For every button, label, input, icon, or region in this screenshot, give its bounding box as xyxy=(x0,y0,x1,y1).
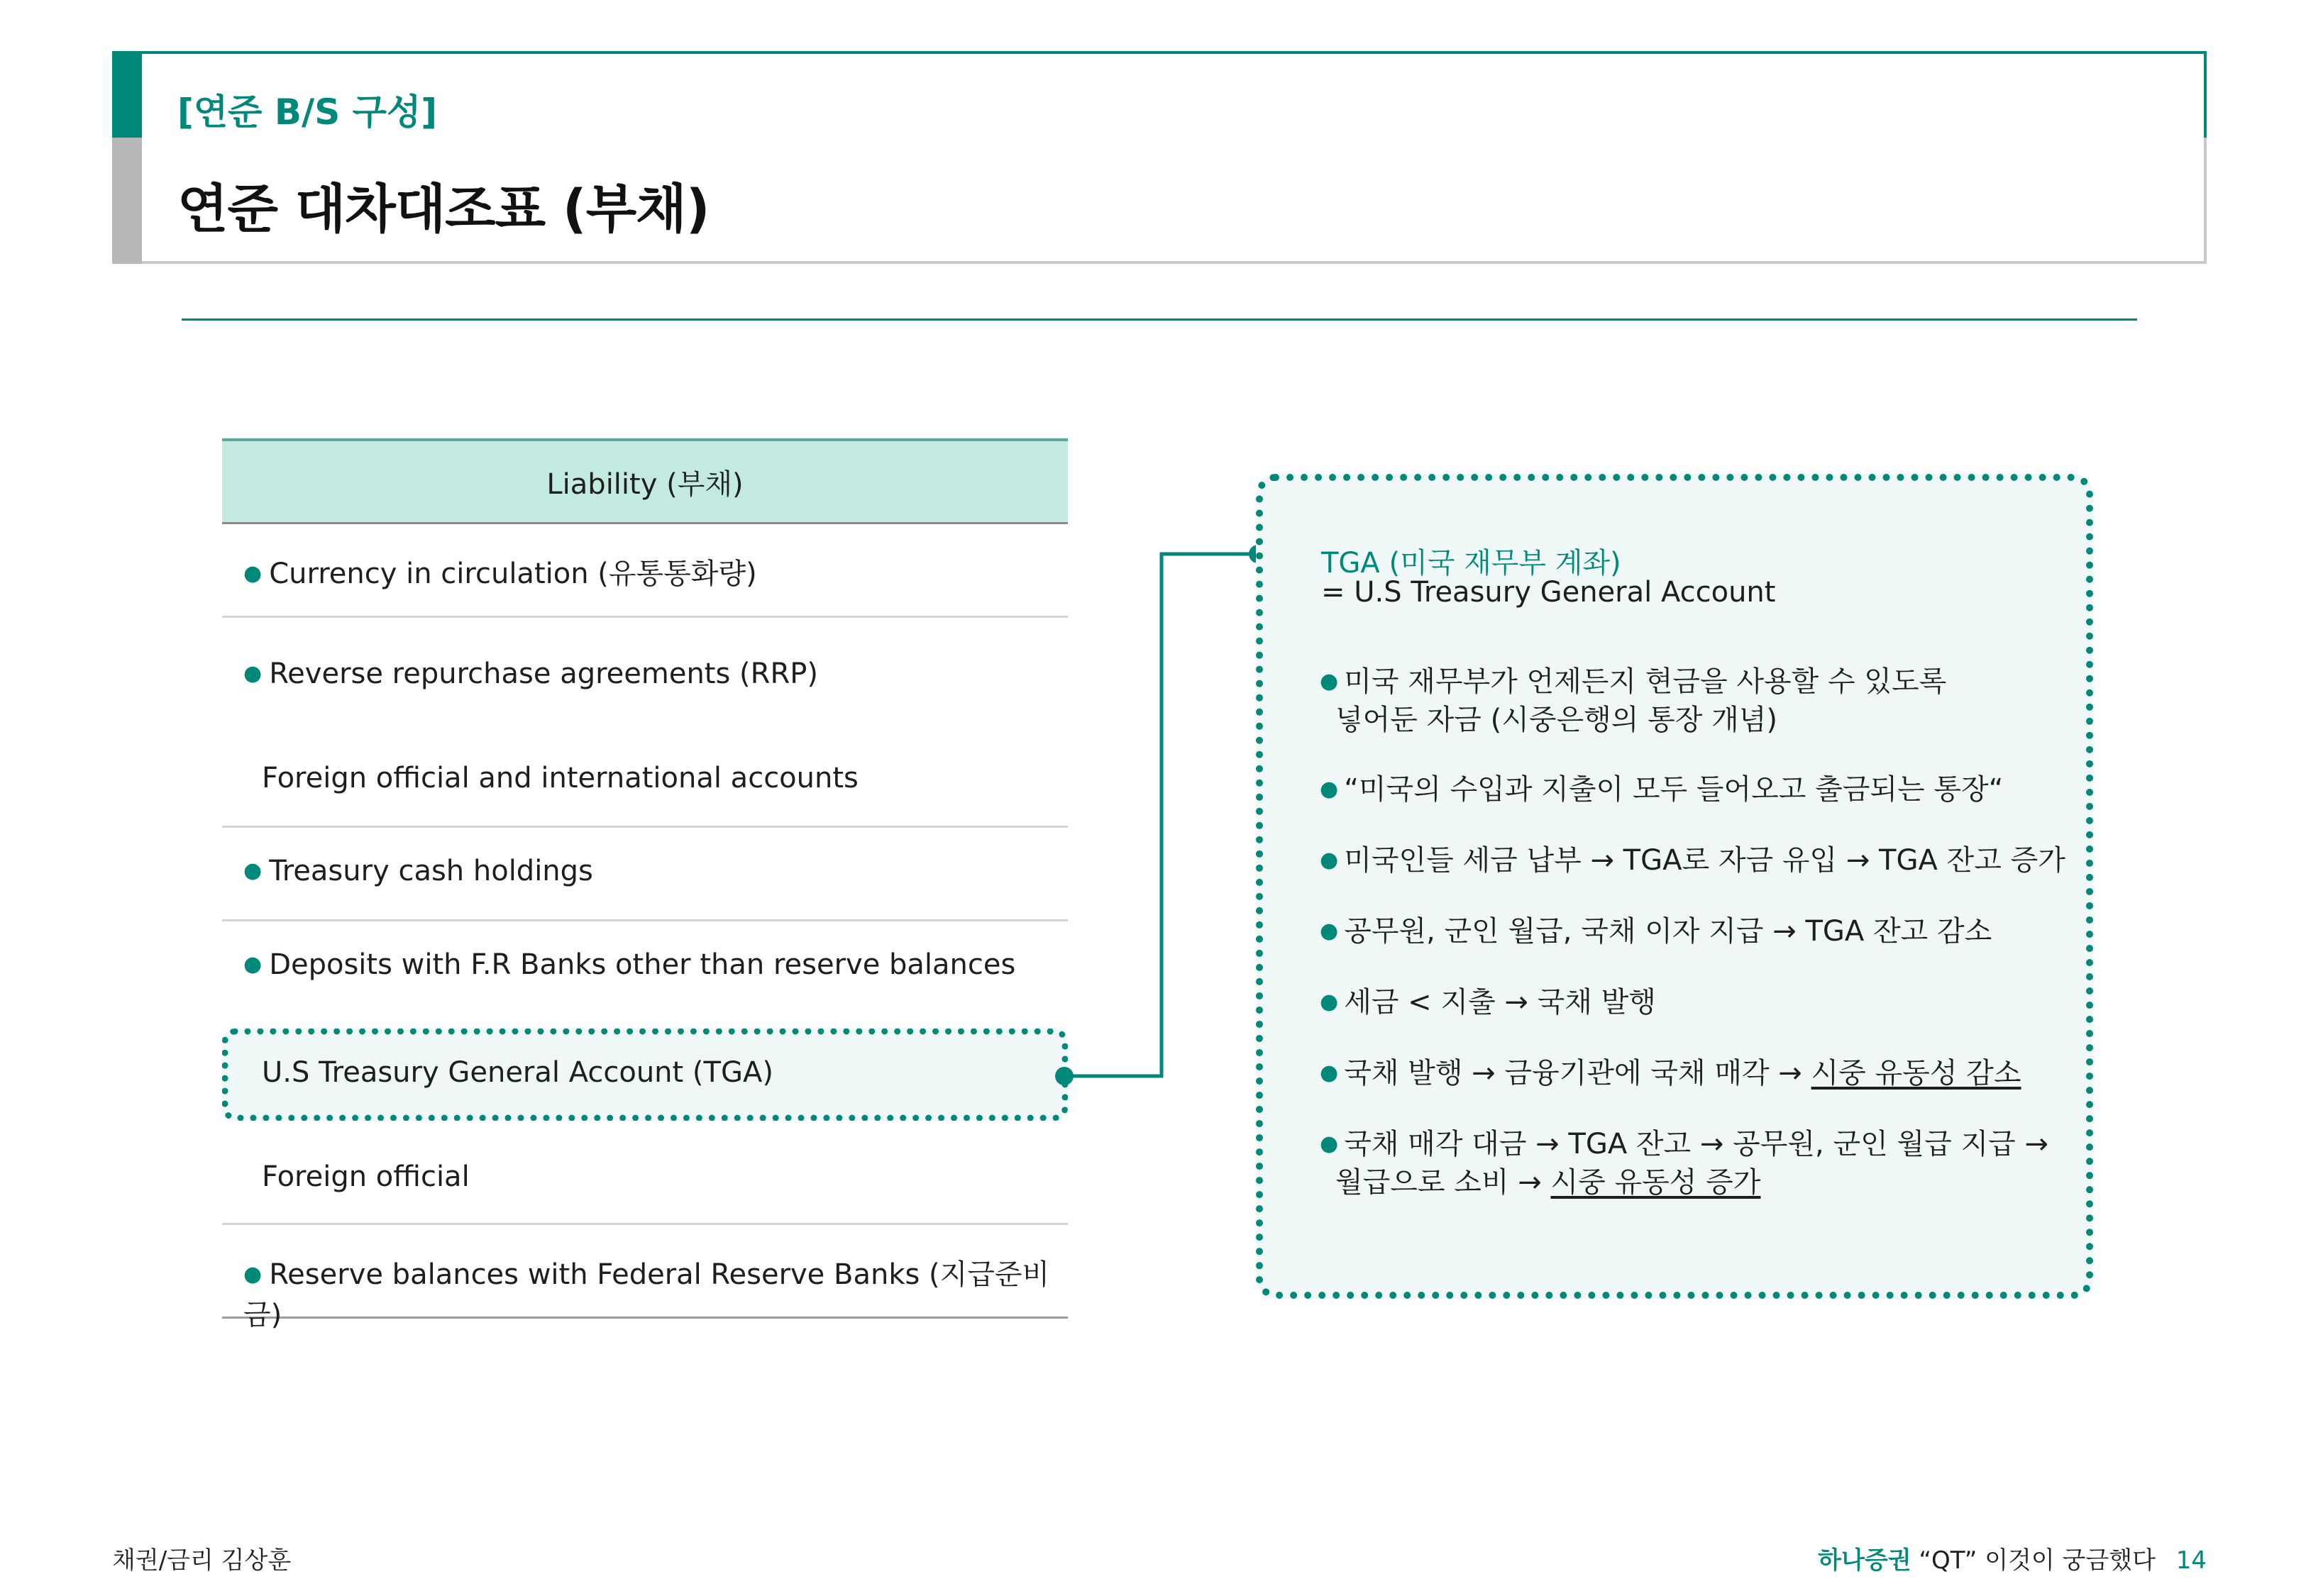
brand-name: 하나증권 xyxy=(1818,1546,1911,1575)
report-title: “QT” 이것이 궁금했다 xyxy=(1919,1546,2156,1575)
footer-brand xyxy=(1818,1541,2207,1575)
panel-item: ● 국채 발행 → 금융기관에 국채 매각 → 시중 유동성 감소 xyxy=(1320,1057,2021,1090)
panel-item: ● 세금 < 지출 → 국채 발행 xyxy=(1320,986,1656,1019)
page-title: 연준 대차대조표 (부채) xyxy=(177,179,710,240)
bullet-icon: ● xyxy=(1320,1131,1339,1156)
bullet-icon: ● xyxy=(243,858,263,883)
row-text: Foreign official xyxy=(262,1160,470,1193)
row-text: Reserve balances with Federal Reserve Banks (지급준비금) xyxy=(243,1258,1050,1331)
panel-item: ● 공무원, 군인 월급, 국채 이자 지급 → TGA 잔고 감소 xyxy=(1320,915,1992,948)
bullet-icon: ● xyxy=(1320,919,1339,943)
panel-item: ● “미국의 수입과 지출이 모두 들어오고 출금되는 통장“ xyxy=(1320,773,2004,806)
bullet-icon: ● xyxy=(243,1262,263,1287)
row-text: Treasury cash holdings xyxy=(269,855,593,887)
bullet-icon: ● xyxy=(1320,848,1339,872)
footer-author: 채권/금리 김상훈 xyxy=(112,1546,292,1575)
tga-row-text: U.S Treasury General Account (TGA) xyxy=(262,1056,773,1089)
row-text: Reverse repurchase agreements (RRP) xyxy=(269,658,818,690)
bullet-icon: ● xyxy=(243,561,263,586)
bullet-icon: ● xyxy=(1320,777,1339,802)
panel-title: TGA (미국 재무부 계좌) xyxy=(1321,547,1621,580)
connector-dot-start xyxy=(1055,1067,1074,1085)
page-number: 14 xyxy=(2175,1546,2207,1575)
bullet-icon: ● xyxy=(243,661,263,686)
panel-subtitle: = U.S Treasury General Account xyxy=(1321,576,1776,609)
bullet-icon: ● xyxy=(1320,990,1339,1014)
section-label: [연준 B/S 구성] xyxy=(177,92,438,133)
panel-item: ● 국채 매각 대금 → TGA 잔고 → 공무원, 군인 월급 지급 → 월급으로 소비 → 시중 유동성 증가 xyxy=(1320,1128,2048,1199)
bullet-icon: ● xyxy=(243,952,263,977)
bullet-icon: ● xyxy=(1320,1060,1339,1085)
row-text: Deposits with F.R Banks other than reserve balances xyxy=(269,948,1016,981)
row-text: Foreign official and international accounts xyxy=(262,762,859,794)
panel-item: ● 미국인들 세금 납부 → TGA로 자금 유입 → TGA 잔고 증가 xyxy=(1320,844,2065,877)
panel-item: ● 미국 재무부가 언제든지 현금을 사용할 수 있도록 넣어둔 자금 (시중은행의 통장 개념) xyxy=(1320,665,1947,736)
table-header-label: Liability (부채) xyxy=(546,467,744,501)
row-text: Currency in circulation (유통통화량) xyxy=(269,558,757,590)
bullet-icon: ● xyxy=(1320,669,1339,694)
